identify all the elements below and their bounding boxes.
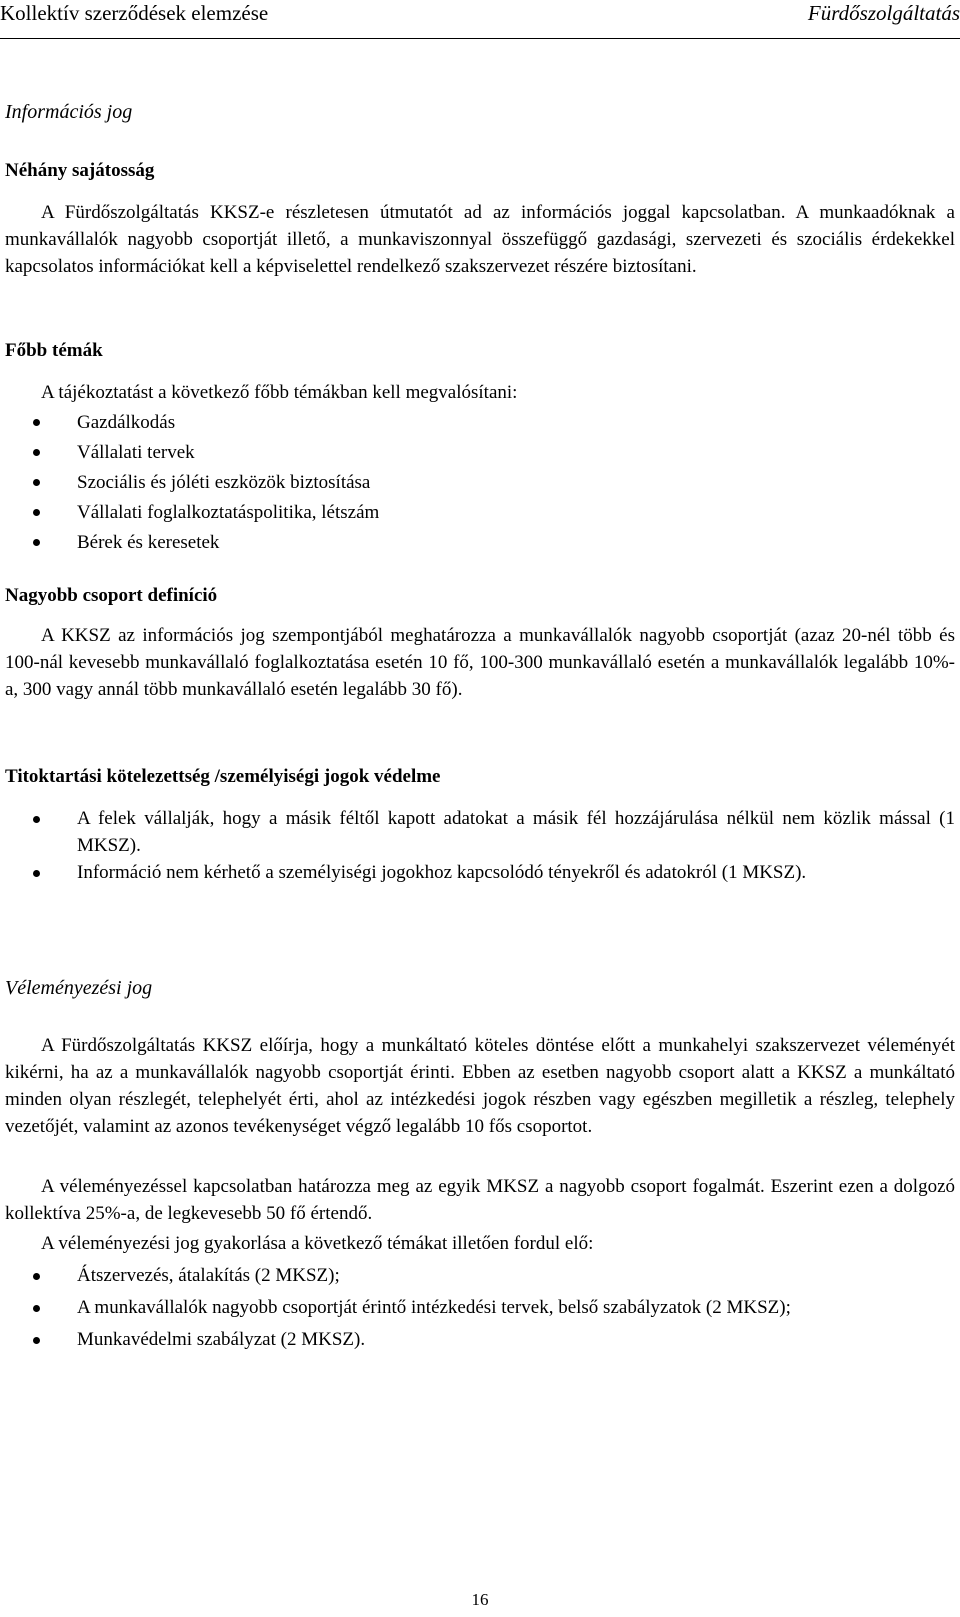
list-item: Átszervezés, átalakítás (2 MKSZ); (5, 1262, 955, 1289)
list-item: A munkavállalók nagyobb csoportját érintő intézkedési tervek, belső szabályzatok (2 MKSZ); (5, 1294, 955, 1321)
list-item: A felek vállalják, hogy a másik féltől kapott adatokat a másik fél hozzájárulása nélkül nem közlik mással (1 MKSZ). (5, 805, 955, 859)
subheading-peculiarities: Néhány sajátosság (5, 160, 155, 181)
header-section-title: Fürdőszolgáltatás (807, 1, 960, 25)
paragraph-opinion-1: A Fürdőszolgáltatás KKSZ előírja, hogy a munkáltató köteles döntése előtt a munkahelyi szakszervezet véleményét kikérni, ha az a munkavállalók nagyobb csoportját érinti. Ebben az esetben nagyobb csoport alatt a KKSZ a munkáltató minden olyan részlegét, telephelyét érti, ahol az intézkedési jogok részben vagy egészben megilletik a részleg, telephely vezetőjét, valamint az azonos tevékenységet végző legalább 10 fős csoportot. (5, 1035, 955, 1137)
list-item: Vállalati tervek (5, 438, 955, 468)
paragraph-opinion-2: A véleményezéssel kapcsolatban határozza meg az egyik MKSZ a nagyobb csoport fogalmát. Eszerint ezen a dolgozó kollektíva 25%-a, de legkevesebb 50 fő értendő. (5, 1176, 955, 1224)
main-topics-intro: A tájékoztatást a következő főbb témákban kell megvalósítani: (41, 382, 518, 403)
paragraph-larger-group-definition: A KKSZ az információs jog szempontjából meghatározza a munkavállalók nagyobb csoportját (azaz 20-nél több és 100-nál kevesebb munkavállaló foglalkoztatása esetén 10 fő, 100-300 munkavállaló esetén a munkavállalók legalább 10%-a, 300 vagy annál több munkavállaló esetén legalább 30 fő). (5, 625, 955, 700)
list-item: Információ nem kérhető a személyiségi jogokhoz kapcsolódó tényekről és adatokról (1 MKSZ). (5, 859, 955, 886)
opinion-topics-list (5, 1262, 955, 1353)
paragraph-peculiarities: A Fürdőszolgáltatás KKSZ-e részletesen útmutatót ad az információs joggal kapcsolatban. A munkaadóknak a munkavállalók nagyobb csoportját illető, a munkaviszonnyal összefüggő gazdasági, szervezeti és szociális érdekekkel kapcsolatos információkat kell a képviselettel rendelkező szakszervezet részére biztosítani. (5, 202, 955, 277)
page-header (0, 0, 960, 39)
section-title-opinion-right: Véleményezési jog (5, 977, 153, 999)
list-item: Bérek és keresetek (5, 528, 955, 558)
main-topics-list (5, 408, 955, 558)
subheading-larger-group-definition: Nagyobb csoport definíció (5, 585, 218, 606)
section-title-information-right: Információs jog (5, 101, 133, 123)
list-item: Vállalati foglalkoztatáspolitika, létszám (5, 498, 955, 528)
header-document-title: Kollektív szerződések elemzése (0, 1, 269, 25)
confidentiality-list (5, 805, 955, 886)
subheading-confidentiality: Titoktartási kötelezettség /személyiségi jogok védelme (5, 766, 441, 787)
list-item: Munkavédelmi szabályzat (2 MKSZ). (5, 1326, 955, 1353)
list-item: Gazdálkodás (5, 408, 955, 438)
paragraph-opinion-3: A véleményezési jog gyakorlása a következő témákat illetően fordul elő: (41, 1233, 594, 1254)
list-item: Szociális és jóléti eszközök biztosítása (5, 468, 955, 498)
page-number: 16 (471, 1590, 489, 1609)
subheading-main-topics: Főbb témák (5, 340, 103, 361)
